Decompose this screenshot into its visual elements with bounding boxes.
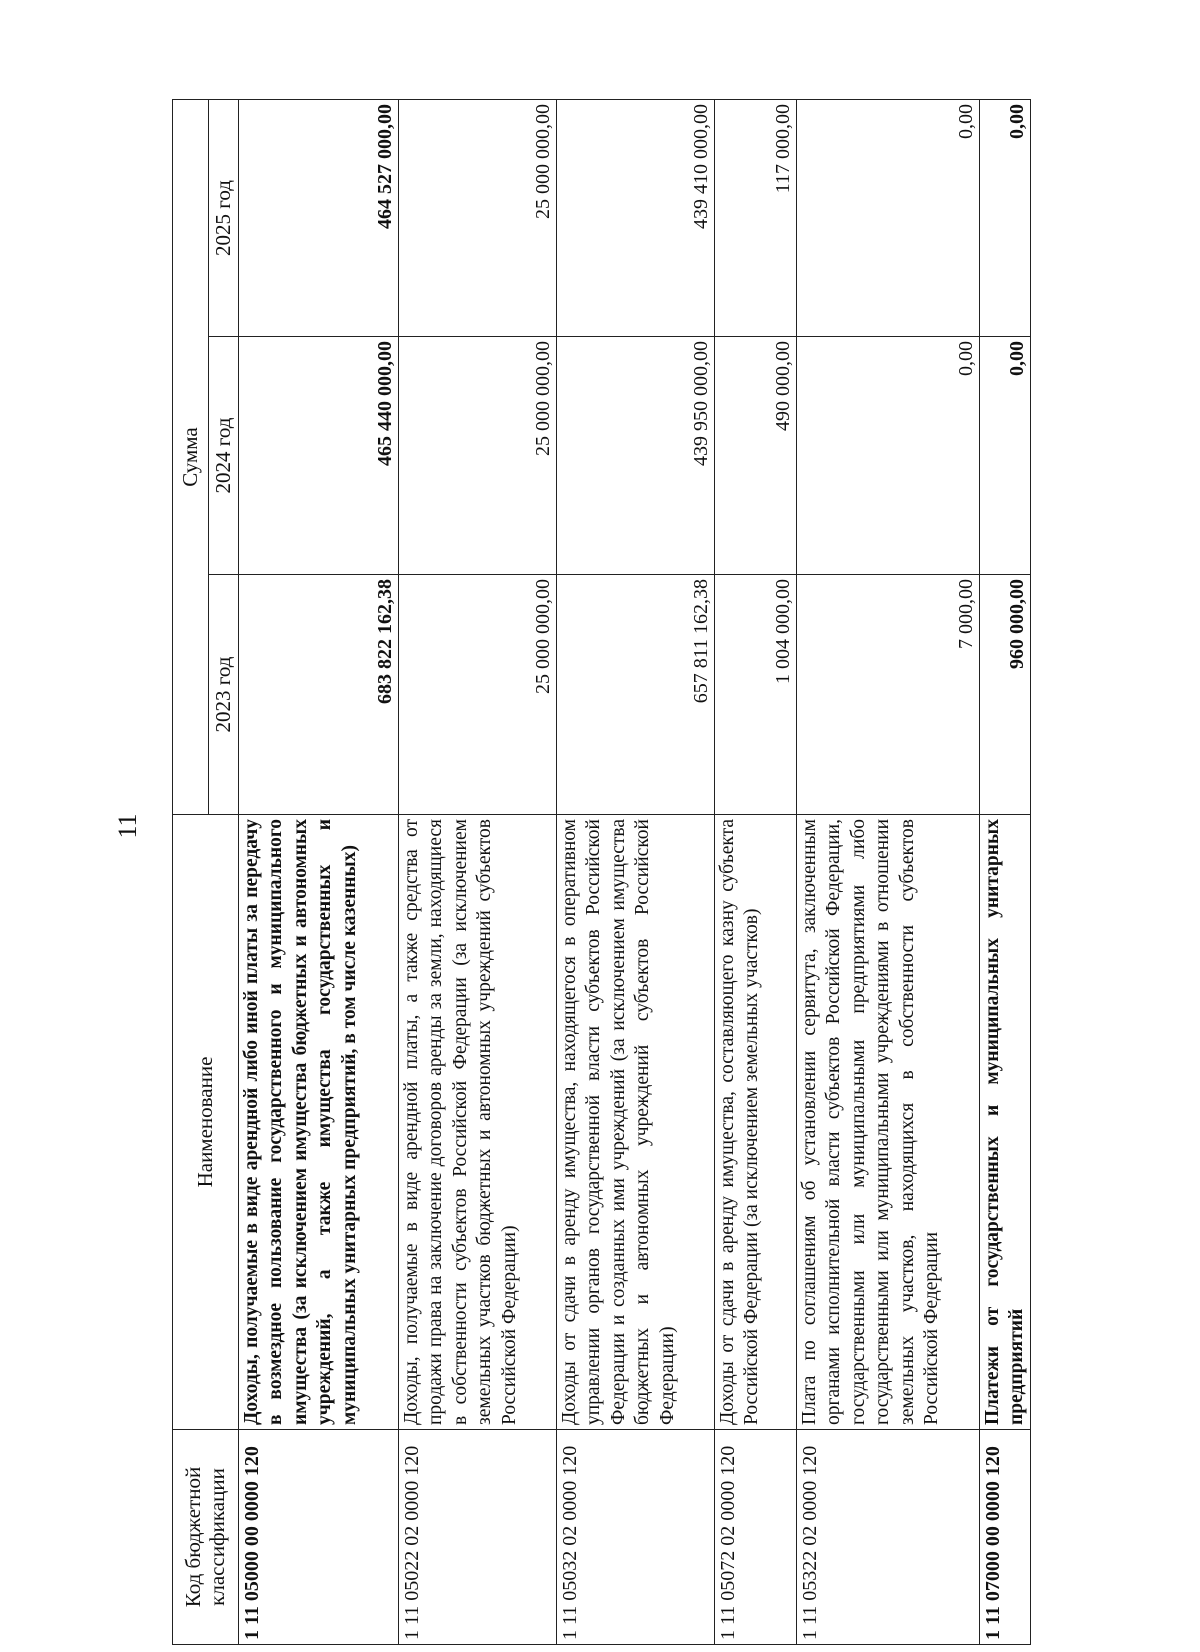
table-row bbox=[399, 99, 557, 1644]
row-2025: 25 000 000,00 bbox=[399, 99, 557, 336]
rotated-table-wrapper bbox=[172, 100, 1028, 1645]
row-2024: 439 950 000,00 bbox=[557, 337, 715, 575]
row-code: 1 11 05032 02 0000 120 bbox=[557, 1430, 715, 1645]
row-name: Доходы, получаемые в виде арендной платы, а также средства от продажи права на заключение договоров аренды за земли, находящиеся в собственности субъектов Российской Федерации (за исключением земельных участков бюджетных и автономных учреждений субъектов Российской Федерации) bbox=[399, 815, 557, 1430]
row-code: 1 11 05322 02 0000 120 bbox=[797, 1430, 980, 1645]
row-code: 1 11 05072 02 0000 120 bbox=[715, 1430, 797, 1645]
revenue-table bbox=[172, 99, 1031, 1645]
page-number: 11 bbox=[113, 813, 142, 839]
row-2023: 7 000,00 bbox=[797, 575, 980, 815]
table-row bbox=[980, 99, 1031, 1644]
row-name: Платежи от государственных и муниципальных унитарных предприятий bbox=[980, 815, 1031, 1430]
row-2023: 683 822 162,38 bbox=[239, 575, 399, 815]
header-amount: Сумма bbox=[173, 99, 209, 814]
row-2023: 657 811 162,38 bbox=[557, 575, 715, 815]
table-row bbox=[715, 99, 797, 1644]
row-2023: 1 004 000,00 bbox=[715, 575, 797, 815]
row-2024: 490 000,00 bbox=[715, 337, 797, 575]
row-name: Доходы, получаемые в виде арендной либо иной платы за передачу в возмездное пользование государственного и муниципального имущества (за исключением имущества бюджетных и автономных учреждений, а также имущества государственных и муниципальных унитарных предприятий, в том числе казенных) bbox=[239, 815, 399, 1430]
row-name: Доходы от сдачи в аренду имущества, находящегося в оперативном управлении органов государственной власти субъектов Российской Федерации и созданных ими учреждений (за исключением имущества бюджетных и автономных учреждений субъектов Российской Федерации) bbox=[557, 815, 715, 1430]
row-2025: 117 000,00 bbox=[715, 99, 797, 336]
row-name: Плата по соглашениям об установлении сервитута, заключенным органами исполнительной власти субъектов Российской Федерации, государственными или муниципальными предприятиями либо государственными или муниципальными учреждениями в отношении земельных участков, находящихся в собственности субъектов Российской Федерации bbox=[797, 815, 980, 1430]
row-2024: 25 000 000,00 bbox=[399, 337, 557, 575]
header-year-2025: 2025 год bbox=[209, 99, 239, 336]
row-2024: 0,00 bbox=[980, 337, 1031, 575]
row-code: 1 11 05022 02 0000 120 bbox=[399, 1430, 557, 1645]
row-name: Доходы от сдачи в аренду имущества, составляющего казну субъекта Российской Федерации (за исключением земельных участков) bbox=[715, 815, 797, 1430]
row-2023: 960 000,00 bbox=[980, 575, 1031, 815]
header-year-2024: 2024 год bbox=[209, 337, 239, 575]
row-2023: 25 000 000,00 bbox=[399, 575, 557, 815]
header-year-2023: 2023 год bbox=[209, 575, 239, 815]
row-2025: 439 410 000,00 bbox=[557, 99, 715, 336]
row-2024: 465 440 000,00 bbox=[239, 337, 399, 575]
table-header-row bbox=[173, 99, 209, 1644]
table-row bbox=[557, 99, 715, 1644]
table-row bbox=[797, 99, 980, 1644]
table-row bbox=[239, 99, 399, 1644]
row-code: 1 11 07000 00 0000 120 bbox=[980, 1430, 1031, 1645]
row-2025: 0,00 bbox=[797, 99, 980, 336]
row-2025: 0,00 bbox=[980, 99, 1031, 336]
row-code: 1 11 05000 00 0000 120 bbox=[239, 1430, 399, 1645]
row-2024: 0,00 bbox=[797, 337, 980, 575]
row-2025: 464 527 000,00 bbox=[239, 99, 399, 336]
header-name: Наименование bbox=[173, 815, 239, 1430]
header-code: Код бюджетной классификации bbox=[173, 1430, 239, 1645]
